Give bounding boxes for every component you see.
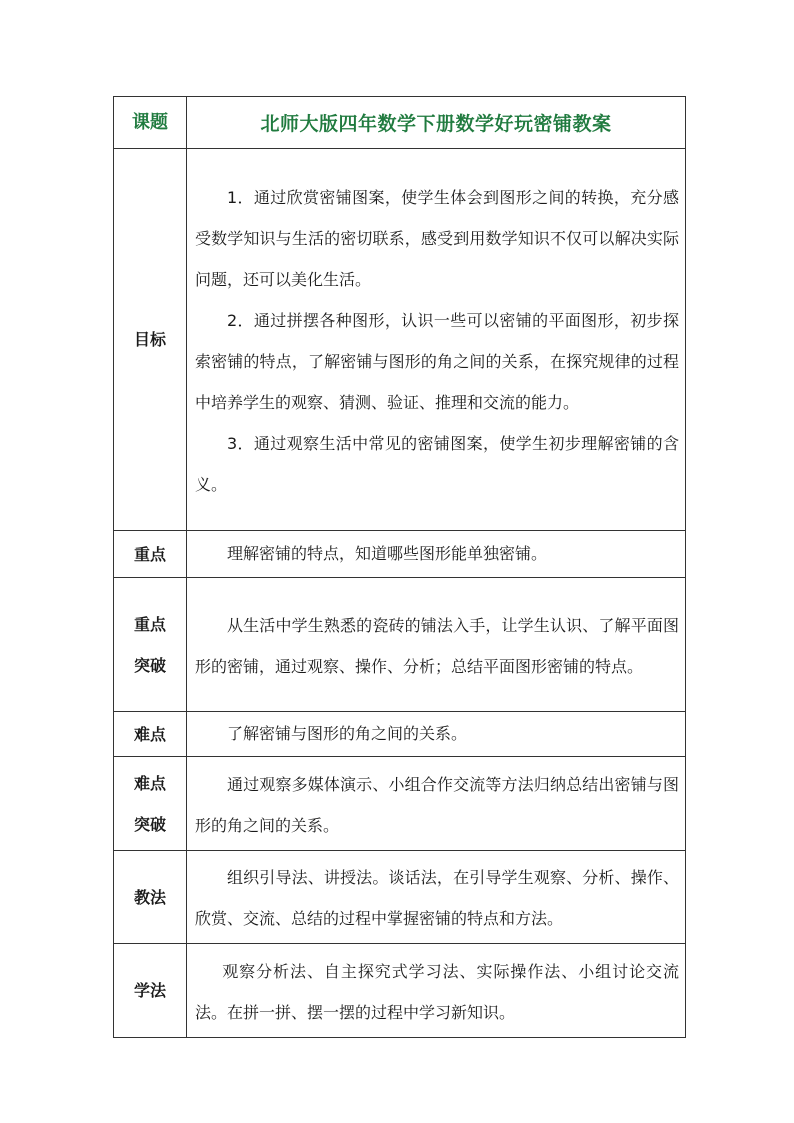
learning-method-label-text: 学法: [133, 981, 166, 1000]
key-breakthrough-label-line-2: 突破: [133, 655, 166, 675]
difficulty-text: 了解密铺与图形的角之间的关系。: [227, 723, 468, 743]
key-breakthrough-content: [187, 578, 686, 712]
learning-method-content: [187, 944, 686, 1038]
difficulty-content: [187, 712, 686, 757]
key-point-text: 理解密铺的特点，知道哪些图形能单独密铺。: [227, 543, 548, 563]
key-point-label-text: 重点: [133, 544, 166, 564]
teaching-method-content: [187, 851, 686, 944]
key-breakthrough-label-line-1: 重点: [133, 614, 166, 634]
learning-method-text: 观察分析法、自主探究式学习法、实际操作法、小组讨论交流法。在拼一拼、摆一摆的过程中学习新知识。: [195, 961, 679, 1022]
difficulty-breakthrough-label: [114, 757, 187, 851]
lesson-title: 北师大版四年数学下册数学好玩密铺教案: [187, 97, 686, 149]
goals-content: [187, 149, 686, 531]
teaching-method-text: 组织引导法、讲授法。谈话法，在引导学生观察、分析、操作、欣赏、交流、总结的过程中掌握密铺的特点和方法。: [195, 868, 679, 928]
row-key-point: [114, 531, 686, 578]
goals-label-text: 目标: [133, 330, 166, 349]
difficulty-breakthrough-label-line-1: 难点: [133, 773, 166, 793]
goal-item-2: 2．通过拼摆各种图形，认识一些可以密铺的平面图形，初步探索密铺的特点，了解密铺与图形的角之间的关系，在探究规律的过程中培养学生的观察、猜测、验证、推理和交流的能力。: [195, 310, 679, 412]
learning-method-label: [114, 944, 187, 1038]
row-difficulty-breakthrough: [114, 757, 686, 851]
difficulty-breakthrough-content: [187, 757, 686, 851]
key-breakthrough-text: 从生活中学生熟悉的瓷砖的铺法入手，让学生认识、了解平面图形的密铺，通过观察、操作、分析；总结平面图形密铺的特点。: [195, 615, 679, 676]
goal-item-3: 3．通过观察生活中常见的密铺图案，使学生初步理解密铺的含义。: [195, 433, 679, 494]
title-label: 课题: [114, 97, 187, 149]
row-key-breakthrough: [114, 578, 686, 712]
key-point-label: [114, 531, 187, 578]
difficulty-label: [114, 712, 187, 757]
title-row: [114, 97, 686, 149]
row-goals: [114, 149, 686, 531]
teaching-method-label: [114, 851, 187, 944]
lesson-plan-table: [113, 96, 686, 1038]
row-teaching-method: [114, 851, 686, 944]
teaching-method-label-text: 教法: [133, 887, 166, 907]
difficulty-breakthrough-text: 通过观察多媒体演示、小组合作交流等方法归纳总结出密铺与图形的角之间的关系。: [195, 774, 679, 835]
row-learning-method: [114, 944, 686, 1038]
goal-item-1: 1．通过欣赏密铺图案，使学生体会到图形之间的转换，充分感受数学知识与生活的密切联系，感受到用数学知识不仅可以解决实际问题，还可以美化生活。: [195, 187, 679, 289]
row-difficulty: [114, 712, 686, 757]
difficulty-label-text: 难点: [133, 724, 166, 744]
key-breakthrough-label: [114, 578, 187, 712]
goals-label: [114, 149, 187, 531]
key-point-content: [187, 531, 686, 578]
difficulty-breakthrough-label-line-2: 突破: [133, 814, 166, 834]
